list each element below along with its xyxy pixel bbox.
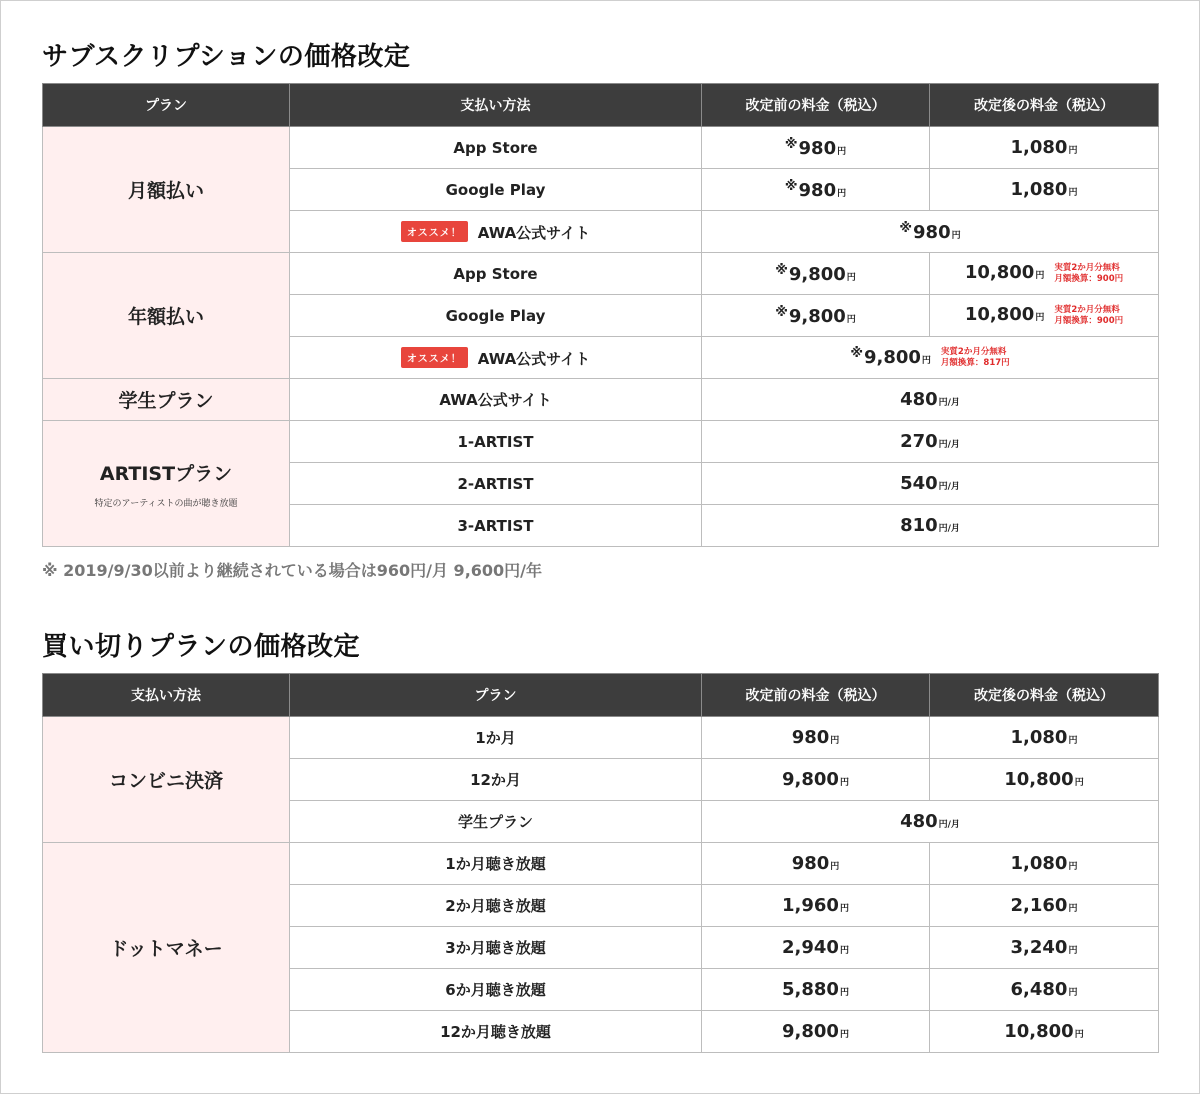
price-merged-cell: 540円/月 bbox=[702, 463, 1159, 505]
header-price-after: 改定後の料金（税込） bbox=[930, 84, 1159, 127]
recommend-badge: オススメ！ bbox=[401, 221, 468, 242]
method-cell: オススメ！ AWA公式サイト bbox=[290, 337, 702, 379]
price-after-cell: 2,160円 bbox=[930, 885, 1159, 927]
price-after-cell: 1,080円 bbox=[930, 127, 1159, 169]
price-merged-cell: 480円/月 bbox=[702, 801, 1159, 843]
plan-artist: ARTISTプラン 特定のアーティストの曲が聴き放題 bbox=[43, 421, 290, 547]
price-merged-cell: 810円/月 bbox=[702, 505, 1159, 547]
plan-artist-description: 特定のアーティストの曲が聴き放題 bbox=[94, 498, 238, 509]
one-time-price-table bbox=[42, 673, 1159, 1053]
header-payment-method: 支払い方法 bbox=[290, 84, 702, 127]
plan-annual: 年額払い bbox=[43, 253, 290, 379]
price-after-cell: 1,080円 bbox=[930, 843, 1159, 885]
discount-note: 実質2か月分無料 月額換算：900円 bbox=[1054, 262, 1124, 284]
table-header-row bbox=[43, 674, 1159, 717]
recommend-badge: オススメ！ bbox=[401, 347, 468, 368]
header-plan: プラン bbox=[290, 674, 702, 717]
price-merged-cell: ※980円 bbox=[702, 211, 1159, 253]
plan-cell: 2か月聴き放題 bbox=[290, 885, 702, 927]
header-price-before: 改定前の料金（税込） bbox=[702, 84, 930, 127]
table-row bbox=[43, 253, 1159, 295]
header-price-after: 改定後の料金（税込） bbox=[930, 674, 1159, 717]
price-after-cell: 1,080円 bbox=[930, 169, 1159, 211]
table-row bbox=[43, 421, 1159, 463]
footnote: ※ 2019/9/30以前より継続されている場合は960円/月 9,600円/年 bbox=[42, 561, 543, 580]
price-before-cell: 2,940円 bbox=[702, 927, 930, 969]
table-header-row bbox=[43, 84, 1159, 127]
method-convenience-store: コンビニ決済 bbox=[43, 717, 290, 843]
header-price-before: 改定前の料金（税込） bbox=[702, 674, 930, 717]
price-before-cell: 9,800円 bbox=[702, 759, 930, 801]
price-before-cell: ※980円 bbox=[702, 127, 930, 169]
plan-student: 学生プラン bbox=[43, 379, 290, 421]
method-cell: Google Play bbox=[290, 169, 702, 211]
method-cell: 3-ARTIST bbox=[290, 505, 702, 547]
method-dotmoney: ドットマネー bbox=[43, 843, 290, 1053]
method-cell: AWA公式サイト bbox=[290, 379, 702, 421]
price-merged-cell: ※9,800円実質2か月分無料 月額換算：817円 bbox=[702, 337, 1159, 379]
price-before-cell: 980円 bbox=[702, 843, 930, 885]
price-before-cell: ※9,800円 bbox=[702, 295, 930, 337]
table-row bbox=[43, 379, 1159, 421]
plan-cell: 3か月聴き放題 bbox=[290, 927, 702, 969]
price-merged-cell: 480円/月 bbox=[702, 379, 1159, 421]
price-after-cell: 10,800円実質2か月分無料 月額換算：900円 bbox=[930, 295, 1159, 337]
price-before-cell: ※9,800円 bbox=[702, 253, 930, 295]
price-after-cell: 10,800円 bbox=[930, 1011, 1159, 1053]
plan-cell: 1か月聴き放題 bbox=[290, 843, 702, 885]
method-cell: App Store bbox=[290, 253, 702, 295]
price-after-cell: 10,800円 bbox=[930, 759, 1159, 801]
table-row bbox=[43, 717, 1159, 759]
price-before-cell: 1,960円 bbox=[702, 885, 930, 927]
plan-cell: 12か月聴き放題 bbox=[290, 1011, 702, 1053]
method-cell: 1-ARTIST bbox=[290, 421, 702, 463]
table-row bbox=[43, 127, 1159, 169]
one-time-section-title: 買い切りプランの価格改定 bbox=[42, 632, 361, 662]
price-after-cell: 6,480円 bbox=[930, 969, 1159, 1011]
method-cell: Google Play bbox=[290, 295, 702, 337]
subscription-section-title: サブスクリプションの価格改定 bbox=[42, 42, 411, 72]
price-before-cell: 5,880円 bbox=[702, 969, 930, 1011]
header-plan: プラン bbox=[43, 84, 290, 127]
plan-cell: 12か月 bbox=[290, 759, 702, 801]
price-after-cell: 1,080円 bbox=[930, 717, 1159, 759]
method-cell: オススメ！ AWA公式サイト bbox=[290, 211, 702, 253]
method-cell: App Store bbox=[290, 127, 702, 169]
discount-note: 実質2か月分無料 月額換算：900円 bbox=[1054, 304, 1124, 326]
plan-monthly: 月額払い bbox=[43, 127, 290, 253]
discount-note: 実質2か月分無料 月額換算：817円 bbox=[940, 347, 1010, 369]
price-before-cell: ※980円 bbox=[702, 169, 930, 211]
price-before-cell: 980円 bbox=[702, 717, 930, 759]
price-before-cell: 9,800円 bbox=[702, 1011, 930, 1053]
price-after-cell: 3,240円 bbox=[930, 927, 1159, 969]
plan-cell: 学生プラン bbox=[290, 801, 702, 843]
header-payment-method: 支払い方法 bbox=[43, 674, 290, 717]
table-row bbox=[43, 843, 1159, 885]
plan-cell: 1か月 bbox=[290, 717, 702, 759]
method-cell: 2-ARTIST bbox=[290, 463, 702, 505]
subscription-price-table bbox=[42, 83, 1159, 547]
price-after-cell: 10,800円実質2か月分無料 月額換算：900円 bbox=[930, 253, 1159, 295]
price-merged-cell: 270円/月 bbox=[702, 421, 1159, 463]
plan-cell: 6か月聴き放題 bbox=[290, 969, 702, 1011]
